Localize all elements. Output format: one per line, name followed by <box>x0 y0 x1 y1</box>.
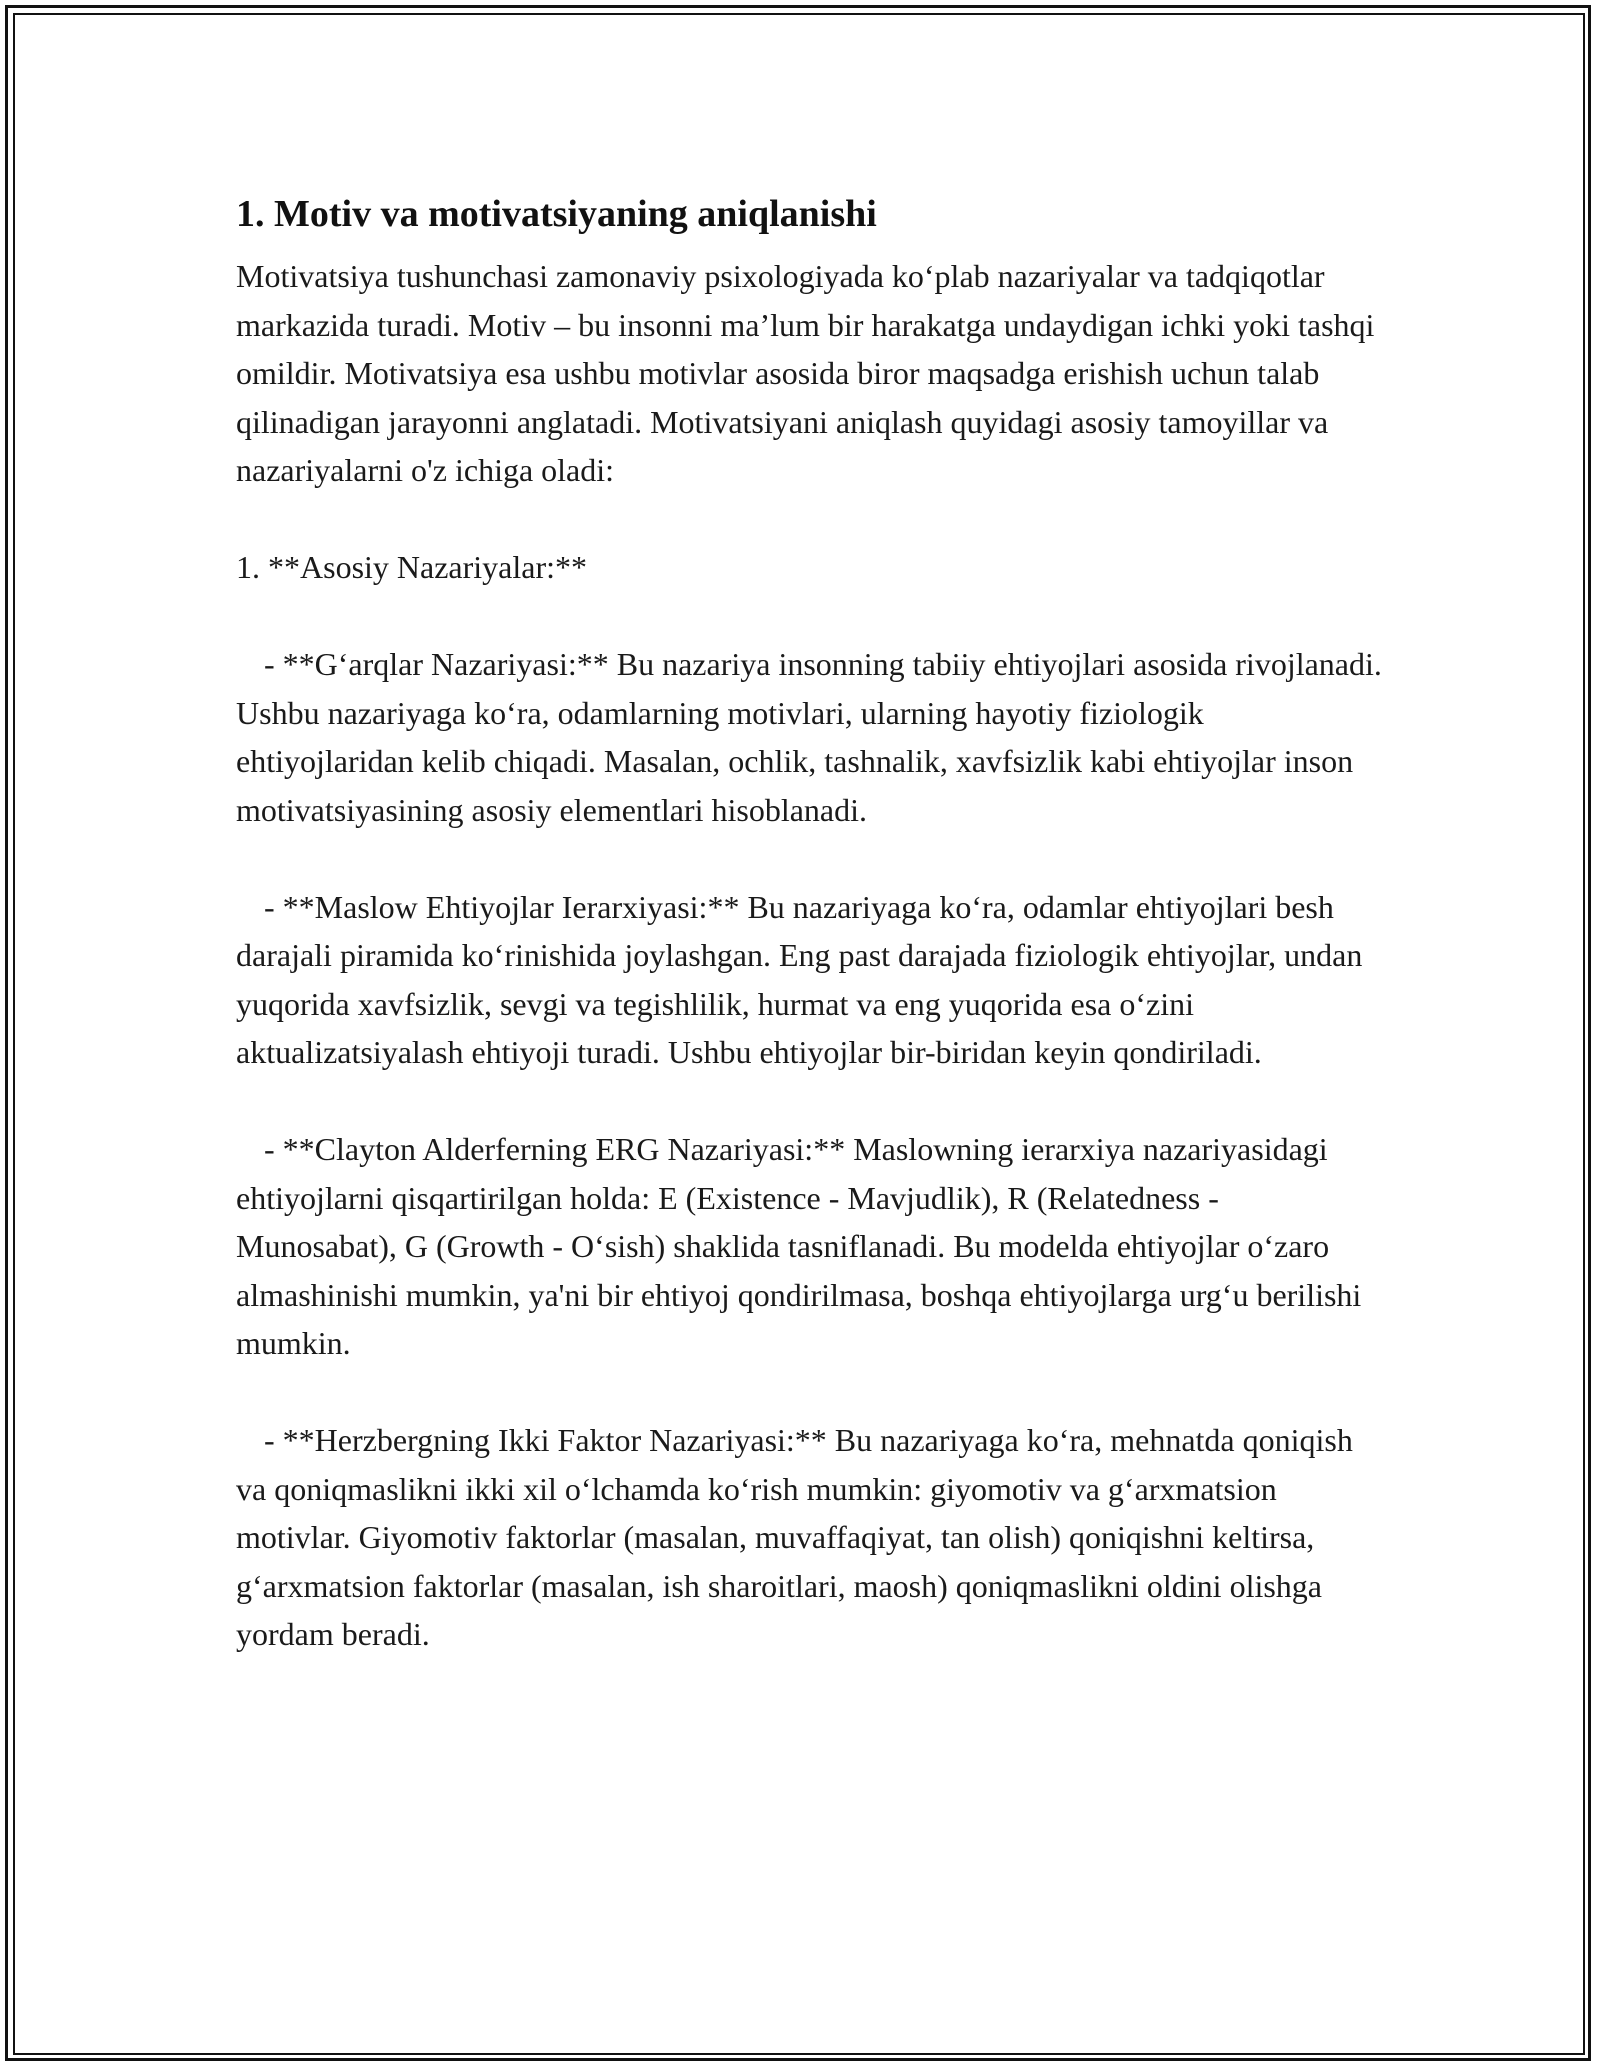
sub-item-maslow-hierarchy: - **Maslow Ehtiyojlar Ierarxiyasi:** Bu nazariyaga koʻra, odamlar ehtiyojlari besh darajali piramida koʻrinishida joylashgan. Eng past darajada fiziologik ehtiyojlar, undan yuqorida xavfsizlik, sevgi va tegishlilik, hurmat va eng yuqorida esa oʻzini aktualizatsiyalash ehtiyoji turadi. Ushbu ehtiyojlar bir-biridan keyin qondiriladi. <box>236 888 1363 1070</box>
document-body <box>236 186 1386 1707</box>
sub-item-erg-theory: - **Clayton Alderferning ERG Nazariyasi:** Maslowning ierarxiya nazariyasidagi ehtiyojlarni qisqartirilgan holda: E (Existence - Mavjudlik), R (Relatedness - Munosabat), G (Growth - Oʻsish) shaklida tasniflanadi. Bu modelda ehtiyojlar oʻzaro almashinishi mumkin, ya'ni bir ehtiyoj qondirilmasa, boshqa ehtiyojlarga urgʻu berilishi mumkin. <box>236 1131 1362 1361</box>
intro-paragraph: Motivatsiya tushunchasi zamonaviy psixologiyada koʻplab nazariyalar va tadqiqotlar markazida turadi. Motiv – bu insonni maʼlum bir harakatga undaydigan ichki yoki tashqi omildir. Motivatsiya esa ushbu motivlar asosida biror maqsadga erishish uchun talab qilinadigan jarayonni anglatadi. Motivatsiyani aniqlash quyidagi asosiy tamoyillar va nazariyalarni o'z ichiga oladi: <box>236 258 1375 488</box>
sub-item-needs-theory: - **Gʻarqlar Nazariyasi:** Bu nazariya insonning tabiiy ehtiyojlari asosida rivojlanadi. Ushbu nazariyaga koʻra, odamlarning motivlari, ularning hayotiy fiziologik ehtiyojlaridan kelib chiqadi. Masalan, ochlik, tashnalik, xavfsizlik kabi ehtiyojlar inson motivatsiyasining asosiy elementlari hisoblanadi. <box>236 646 1382 828</box>
sub-item-herzberg-theory: - **Herzbergning Ikki Faktor Nazariyasi:** Bu nazariyaga koʻra, mehnatda qoniqish va qoniqmaslikni ikki xil oʻlchamda koʻrish mumkin: giyomotiv va gʻarxmatsion motivlar. Giyomotiv faktorlar (masalan, muvaffaqiyat, tan olish) qoniqishni keltirsa, gʻarxmatsion faktorlar (masalan, ish sharoitlari, maosh) qoniqmaslikni oldini olishga yordam beradi. <box>236 1422 1353 1652</box>
section-heading: 1. Motiv va motivatsiyaning aniqlanishi <box>236 193 877 235</box>
list-item-main-theories: 1. **Asosiy Nazariyalar:** <box>236 549 588 585</box>
